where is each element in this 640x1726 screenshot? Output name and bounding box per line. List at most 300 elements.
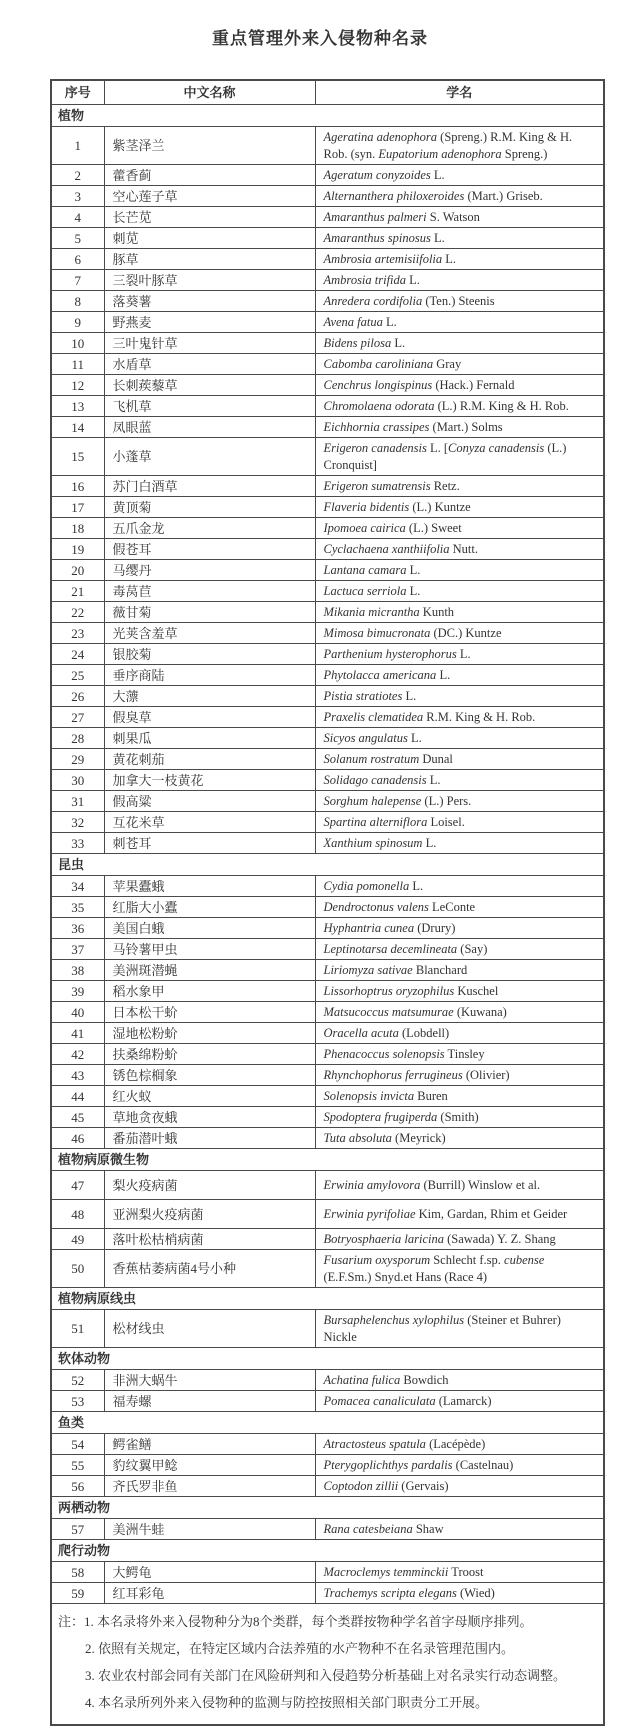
latin-name-segment: Praxelis clematidea [323,709,424,724]
latin-name-segment: Rana catesbeiana [323,1521,413,1536]
author-segment: Loisel. [427,814,465,829]
latin-name-segment: Rhynchophorus ferrugineus [323,1067,463,1082]
chinese-name-cell: 香蕉枯萎病菌4号小种 [104,1250,315,1288]
row-number-cell: 44 [51,1086,104,1107]
chinese-name-cell: 五爪金龙 [104,518,315,539]
chinese-name-cell: 假臭草 [104,707,315,728]
table-row [51,518,604,539]
row-number-cell: 4 [51,207,104,228]
author-segment: Buren [414,1088,448,1103]
row-number-cell: 6 [51,249,104,270]
chinese-name-cell: 美洲斑潜蝇 [104,960,315,981]
table-row [51,812,604,833]
author-segment: (Steiner et Buhrer) Nickle [323,1312,561,1344]
latin-name-segment: Spartina alterniflora [323,814,428,829]
author-segment: L. [456,646,471,661]
table-row [51,1250,604,1288]
chinese-name-cell: 紫茎泽兰 [104,127,315,165]
chinese-name-cell: 日本松干蚧 [104,1002,315,1023]
author-segment: L. [436,667,451,682]
scientific-name-cell [315,1519,604,1540]
chinese-name-cell: 福寿螺 [104,1391,315,1412]
table-row [51,270,604,291]
scientific-name-cell [315,333,604,354]
scientific-name-cell [315,476,604,497]
row-number-cell: 31 [51,791,104,812]
latin-name-segment: Solanum rostratum [323,751,420,766]
latin-name-segment: Cyclachaena xanthiifolia [323,541,450,556]
author-segment: (Ten.) Steenis [422,293,495,308]
latin-name-segment: Erigeron sumatrensis [323,478,431,493]
scientific-name-cell [315,1171,604,1200]
section-row [51,1412,604,1434]
author-segment: (Spreng.) R.M. King & H. Rob. (syn. [323,129,573,161]
latin-name-segment: Sorghum halepense [323,793,422,808]
author-segment: L. [391,335,406,350]
row-number-cell: 21 [51,581,104,602]
section-label: 植物病原线虫 [51,1288,604,1310]
table-row [51,1065,604,1086]
table-row [51,1455,604,1476]
row-number-cell: 8 [51,291,104,312]
latin-name-segment: Eichhornia crassipes [323,419,430,434]
chinese-name-cell: 三叶鬼针草 [104,333,315,354]
table-row [51,560,604,581]
author-segment: Kuschel [454,983,499,998]
author-segment: (Olivier) [462,1067,510,1082]
author-segment: L. [407,730,422,745]
scientific-name-cell [315,791,604,812]
scientific-name-cell [315,396,604,417]
row-number-cell: 9 [51,312,104,333]
scientific-name-cell [315,127,604,165]
latin-name-segment: Cydia pomonella [323,878,410,893]
scientific-name-cell [315,1434,604,1455]
latin-name-segment: Fusarium oxysporum [323,1252,431,1267]
author-segment: (L.) Sweet [405,520,462,535]
latin-name-segment: Oracella acuta [323,1025,399,1040]
author-segment: L. [426,772,441,787]
table-row [51,728,604,749]
chinese-name-cell: 马缨丹 [104,560,315,581]
chinese-name-cell: 齐氏罗非鱼 [104,1476,315,1497]
chinese-name-cell: 大薸 [104,686,315,707]
table-row [51,1391,604,1412]
scientific-name-cell [315,1370,604,1391]
latin-name-segment: Phytolacca americana [323,667,437,682]
chinese-name-cell: 薇甘菊 [104,602,315,623]
row-number-cell: 39 [51,981,104,1002]
chinese-name-cell: 加拿大一枝黄花 [104,770,315,791]
chinese-name-cell: 空心莲子草 [104,186,315,207]
table-row [51,497,604,518]
latin-name-segment: Ambrosia artemisiifolia [323,251,443,266]
table-row [51,644,604,665]
row-number-cell: 52 [51,1370,104,1391]
latin-name-segment: Erwinia pyrifoliae [323,1206,416,1221]
latin-name-segment: Hyphantria cunea [323,920,415,935]
table-row [51,1128,604,1149]
scientific-name-cell [315,644,604,665]
species-table-body [51,105,604,1604]
author-segment: LeConte [428,899,476,914]
table-row [51,960,604,981]
scientific-name-cell [315,1229,604,1250]
latin-name-segment: Sicyos angulatus [323,730,408,745]
row-number-cell: 35 [51,897,104,918]
row-number-cell: 58 [51,1562,104,1583]
chinese-name-cell: 红脂大小蠹 [104,897,315,918]
table-row [51,186,604,207]
scientific-name-cell [315,770,604,791]
latin-name-segment: Amaranthus palmeri [323,209,427,224]
row-number-cell: 57 [51,1519,104,1540]
chinese-name-cell: 大鳄龟 [104,1562,315,1583]
author-segment: Gray [433,356,462,371]
latin-name-segment: Amaranthus spinosus [323,230,431,245]
table-row [51,1583,604,1604]
row-number-cell: 20 [51,560,104,581]
author-segment: (Gervais) [398,1478,449,1493]
table-row [51,1086,604,1107]
col-header-sci: 学名 [315,80,604,105]
latin-name-segment: Atractosteus spatula [323,1436,426,1451]
section-label: 鱼类 [51,1412,604,1434]
scientific-name-cell [315,270,604,291]
scientific-name-cell [315,728,604,749]
author-segment: (Say) [457,941,488,956]
row-number-cell: 56 [51,1476,104,1497]
table-row [51,981,604,1002]
table-row [51,1434,604,1455]
chinese-name-cell: 长刺蒺藜草 [104,375,315,396]
author-segment: (DC.) Kuntze [430,625,502,640]
author-segment: Bowdich [400,1372,449,1387]
author-segment: (Lacépède) [425,1436,486,1451]
author-segment: (Sawada) Y. Z. Shang [443,1231,556,1246]
row-number-cell: 27 [51,707,104,728]
table-row [51,1200,604,1229]
latin-name-segment: Parthenium hysterophorus [323,646,457,661]
author-segment: (E.F.Sm.) Snyd.et Hans (Race 4) [323,1269,488,1284]
table-row [51,333,604,354]
row-number-cell: 46 [51,1128,104,1149]
section-label: 爬行动物 [51,1540,604,1562]
latin-name-segment: Conyza canadensis [448,440,545,455]
scientific-name-cell [315,1107,604,1128]
latin-name-segment: Lactuca serriola [323,583,407,598]
table-row [51,939,604,960]
latin-name-segment: Botryosphaeria laricina [323,1231,444,1246]
scientific-name-cell [315,623,604,644]
scientific-name-cell [315,981,604,1002]
row-number-cell: 16 [51,476,104,497]
row-number-cell: 2 [51,165,104,186]
latin-name-segment: Anredera cordifolia [323,293,423,308]
scientific-name-cell [315,1023,604,1044]
table-row [51,707,604,728]
latin-name-segment: Ageratina adenophora [323,129,438,144]
row-number-cell: 19 [51,539,104,560]
row-number-cell: 28 [51,728,104,749]
latin-name-segment: Leptinotarsa decemlineata [323,941,458,956]
latin-name-segment: cubense [504,1252,545,1267]
chinese-name-cell: 落叶松枯梢病菌 [104,1229,315,1250]
table-row [51,1044,604,1065]
latin-name-segment: Matsucoccus matsumurae [323,1004,454,1019]
chinese-name-cell: 三裂叶豚草 [104,270,315,291]
chinese-name-cell: 红火蚁 [104,1086,315,1107]
chinese-name-cell: 毒莴苣 [104,581,315,602]
latin-name-segment: Ipomoea cairica [323,520,406,535]
scientific-name-cell [315,249,604,270]
chinese-name-cell: 刺果瓜 [104,728,315,749]
section-row [51,1540,604,1562]
chinese-name-cell: 苹果蠹蛾 [104,876,315,897]
row-number-cell: 7 [51,270,104,291]
row-number-cell: 5 [51,228,104,249]
row-number-cell: 53 [51,1391,104,1412]
section-row [51,854,604,876]
latin-name-segment: Tuta absoluta [323,1130,392,1145]
scientific-name-cell [315,228,604,249]
author-segment: (Hack.) Fernald [432,377,515,392]
author-segment: L. [406,272,420,287]
table-row [51,438,604,476]
row-number-cell: 14 [51,417,104,438]
table-row [51,1370,604,1391]
row-number-cell: 40 [51,1002,104,1023]
chinese-name-cell: 豚草 [104,249,315,270]
row-number-cell: 49 [51,1229,104,1250]
author-segment: (L.) Pers. [421,793,472,808]
table-row [51,539,604,560]
author-segment: (Lobdell) [398,1025,450,1040]
row-number-cell: 50 [51,1250,104,1288]
latin-name-segment: Coptodon zillii [323,1478,399,1493]
row-number-cell: 34 [51,876,104,897]
row-number-cell: 30 [51,770,104,791]
latin-name-segment: Pomacea canaliculata [323,1393,436,1408]
latin-name-segment: Ageratum conyzoides [323,167,431,182]
section-label: 植物病原微生物 [51,1149,604,1171]
row-number-cell: 51 [51,1310,104,1348]
row-number-cell: 1 [51,127,104,165]
section-label: 两栖动物 [51,1497,604,1519]
scientific-name-cell [315,518,604,539]
table-row [51,1519,604,1540]
author-segment: (Meyrick) [391,1130,446,1145]
row-number-cell: 25 [51,665,104,686]
latin-name-segment: Dendroctonus valens [323,899,429,914]
note-line: 注：1. 本名录将外来入侵物种分为8个类群，每个类群按物种学名首字母顺序排列。 [58,1614,533,1629]
scientific-name-cell [315,291,604,312]
table-row [51,1171,604,1200]
chinese-name-cell: 刺苋 [104,228,315,249]
row-number-cell: 54 [51,1434,104,1455]
chinese-name-cell: 银胶菊 [104,644,315,665]
section-row [51,1288,604,1310]
latin-name-segment: Erwinia amylovora [323,1177,421,1192]
scientific-name-cell [315,186,604,207]
chinese-name-cell: 刺苍耳 [104,833,315,854]
scientific-name-cell [315,1128,604,1149]
chinese-name-cell: 飞机草 [104,396,315,417]
chinese-name-cell: 光荚含羞草 [104,623,315,644]
chinese-name-cell: 松材线虫 [104,1310,315,1348]
scientific-name-cell [315,876,604,897]
col-header-no: 序号 [51,80,104,105]
table-row [51,876,604,897]
chinese-name-cell: 野燕麦 [104,312,315,333]
row-number-cell: 26 [51,686,104,707]
chinese-name-cell: 锈色棕榈象 [104,1065,315,1086]
scientific-name-cell [315,1476,604,1497]
scientific-name-cell [315,960,604,981]
scientific-name-cell [315,438,604,476]
latin-name-segment: Bursaphelenchus xylophilus [323,1312,465,1327]
scientific-name-cell [315,1455,604,1476]
table-row [51,1476,604,1497]
scientific-name-cell [315,1086,604,1107]
chinese-name-cell: 黄花刺茄 [104,749,315,770]
scientific-name-cell [315,833,604,854]
row-number-cell: 37 [51,939,104,960]
latin-name-segment: Cenchrus longispinus [323,377,433,392]
chinese-name-cell: 番茄潜叶蛾 [104,1128,315,1149]
chinese-name-cell: 假苍耳 [104,539,315,560]
latin-name-segment: Chromolaena odorata [323,398,435,413]
scientific-name-cell [315,539,604,560]
header-row [51,80,604,105]
author-segment: (Wied) [456,1585,495,1600]
row-number-cell: 18 [51,518,104,539]
author-segment: (L.) R.M. King & H. Rob. [434,398,569,413]
author-segment: S. Watson [426,209,480,224]
table-row [51,665,604,686]
row-number-cell: 59 [51,1583,104,1604]
latin-name-segment: Lantana camara [323,562,407,577]
row-number-cell: 22 [51,602,104,623]
table-row [51,127,604,165]
row-number-cell: 12 [51,375,104,396]
scientific-name-cell [315,918,604,939]
chinese-name-cell: 亚洲梨火疫病菌 [104,1200,315,1229]
chinese-name-cell: 美洲牛蛙 [104,1519,315,1540]
author-segment: Blanchard [412,962,468,977]
table-row [51,354,604,375]
table-row [51,602,604,623]
author-segment: Dunal [419,751,453,766]
table-row [51,770,604,791]
chinese-name-cell: 假高粱 [104,791,315,812]
chinese-name-cell: 互花米草 [104,812,315,833]
latin-name-segment: Lissorhoptrus oryzophilus [323,983,455,998]
author-segment: L. [430,230,445,245]
note-line: 2. 依照有关规定，在特定区域内合法养殖的水产物种不在名录管理范围内。 [85,1641,515,1656]
latin-name-segment: Pistia stratiotes [323,688,403,703]
author-segment: L. [406,562,421,577]
row-number-cell: 10 [51,333,104,354]
chinese-name-cell: 水盾草 [104,354,315,375]
author-segment: L. [406,583,421,598]
latin-name-segment: Pterygoplichthys pardalis [323,1457,453,1472]
latin-name-segment: Ambrosia trifida [323,272,407,287]
chinese-name-cell: 红耳彩龟 [104,1583,315,1604]
author-segment: (Lamarck) [435,1393,492,1408]
scientific-name-cell [315,165,604,186]
row-number-cell: 13 [51,396,104,417]
latin-name-segment: Spodoptera frugiperda [323,1109,438,1124]
scientific-name-cell [315,686,604,707]
author-segment: L. [402,688,417,703]
row-number-cell: 32 [51,812,104,833]
latin-name-segment: Eupatorium adenophora [378,146,502,161]
latin-name-segment: Achatina fulica [323,1372,401,1387]
author-segment: (Mart.) Solms [429,419,503,434]
scientific-name-cell [315,1391,604,1412]
author-segment: R.M. King & H. Rob. [423,709,536,724]
row-number-cell: 33 [51,833,104,854]
table-row [51,1023,604,1044]
author-segment: L. [382,314,397,329]
chinese-name-cell: 豹纹翼甲鲶 [104,1455,315,1476]
scientific-name-cell [315,1583,604,1604]
species-table-header [51,80,604,105]
author-segment: Kunth [419,604,455,619]
notes-row [51,1604,604,1726]
scientific-name-cell [315,665,604,686]
table-row [51,749,604,770]
table-row [51,686,604,707]
notes-prefix: 注： [58,1614,85,1629]
table-row [51,897,604,918]
latin-name-segment: Solenopsis invicta [323,1088,415,1103]
row-number-cell: 15 [51,438,104,476]
table-row [51,1107,604,1128]
latin-name-segment: Bidens pilosa [323,335,392,350]
scientific-name-cell [315,749,604,770]
author-segment: Nutt. [449,541,478,556]
chinese-name-cell: 苏门白酒草 [104,476,315,497]
row-number-cell: 11 [51,354,104,375]
scientific-name-cell [315,207,604,228]
scientific-name-cell [315,312,604,333]
author-segment: L. [ [426,440,449,455]
table-row [51,165,604,186]
section-label: 软体动物 [51,1348,604,1370]
table-row [51,1310,604,1348]
table-row [51,396,604,417]
table-row [51,249,604,270]
section-row [51,1149,604,1171]
latin-name-segment: Erigeron canadensis [323,440,427,455]
table-row [51,417,604,438]
author-segment: L. [430,167,445,182]
scientific-name-cell [315,897,604,918]
table-row [51,791,604,812]
scientific-name-cell [315,1065,604,1086]
chinese-name-cell: 藿香蓟 [104,165,315,186]
scientific-name-cell [315,1250,604,1288]
author-segment: (Mart.) Griseb. [464,188,543,203]
row-number-cell: 36 [51,918,104,939]
chinese-name-cell: 黄顶菊 [104,497,315,518]
author-segment: (Smith) [437,1109,479,1124]
author-segment: Kim, Gardan, Rhim et Geider [415,1206,568,1221]
scientific-name-cell [315,1310,604,1348]
table-row [51,918,604,939]
